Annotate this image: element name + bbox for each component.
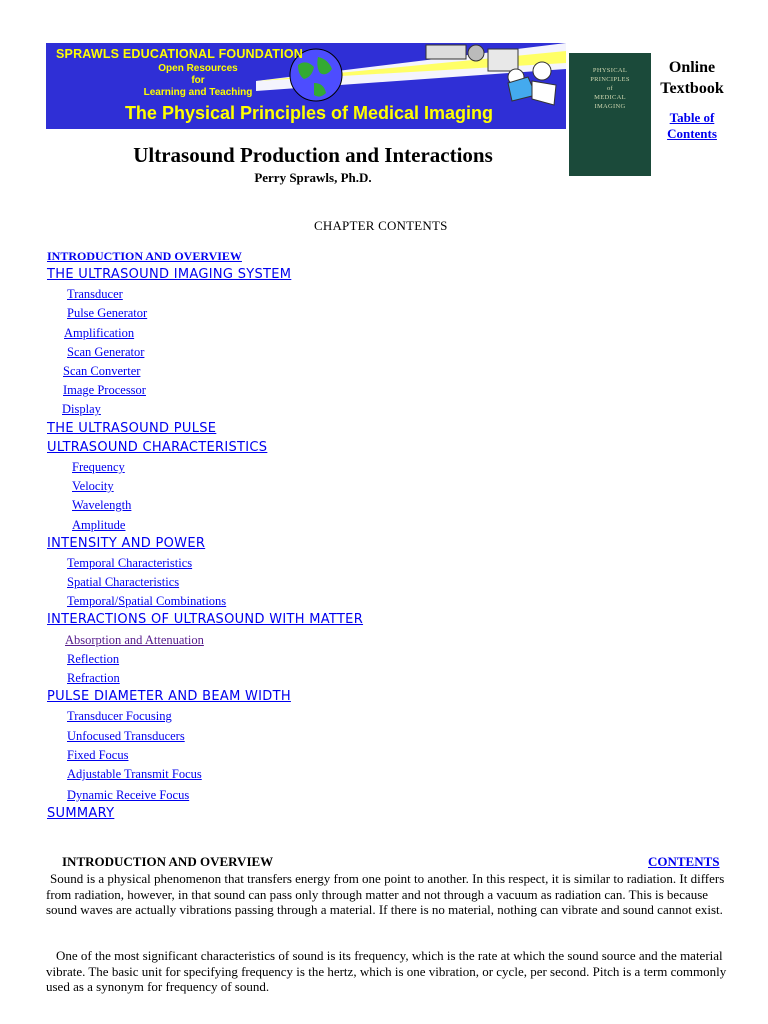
banner-subtitle-1: Open Resources xyxy=(158,63,238,74)
textbook-cover-image[interactable] xyxy=(569,53,651,176)
foundation-banner xyxy=(46,43,566,129)
banner-subtitle-3: Learning and Teaching xyxy=(143,87,253,98)
online-textbook-label xyxy=(652,57,732,99)
banner-subtitle-2: for xyxy=(191,75,205,86)
toc-link-display[interactable]: Display xyxy=(62,402,101,416)
toc-link-refraction[interactable]: Refraction xyxy=(67,671,120,685)
toc-link-introduction[interactable]: INTRODUCTION AND OVERVIEW xyxy=(47,249,242,263)
book-title-line: PHYSICAL xyxy=(592,67,628,74)
author-name: Perry Sprawls, Ph.D. xyxy=(254,170,372,185)
contents-link[interactable]: CONTENTS xyxy=(648,854,720,869)
intro-paragraph-2: One of the most significant characteristics of sound is its frequency, which is the rate at which the sound source and the material vibrate. The basic unit for specifying frequency is the hertz, which is one vibration, or cycle, per second. Pitch is a term commonly used as a synonym for frequency of sound. xyxy=(46,948,727,994)
toc-link-pulse-diameter[interactable]: PULSE DIAMETER AND BEAM WIDTH xyxy=(47,689,291,704)
toc-link-ultrasound-pulse[interactable]: THE ULTRASOUND PULSE xyxy=(47,421,217,436)
table-of-contents-link[interactable] xyxy=(652,110,732,142)
toc-link-line-1[interactable]: Table of xyxy=(669,110,715,125)
toc-link-scan-generator[interactable]: Scan Generator xyxy=(67,345,145,359)
toc-link-dynamic-receive-focus[interactable]: Dynamic Receive Focus xyxy=(67,788,190,802)
section-heading: INTRODUCTION AND OVERVIEW xyxy=(62,854,274,869)
toc-link-interactions[interactable]: INTERACTIONS OF ULTRASOUND WITH MATTER xyxy=(47,612,364,627)
toc-link-transducer-focusing[interactable]: Transducer Focusing xyxy=(67,709,172,723)
foundation-name: SPRAWLS EDUCATIONAL FOUNDATION xyxy=(56,47,303,61)
toc-link-amplitude[interactable]: Amplitude xyxy=(72,518,126,532)
book-title-line: IMAGING xyxy=(594,103,626,110)
toc-link-frequency[interactable]: Frequency xyxy=(72,460,125,474)
toc-link-image-processor[interactable]: Image Processor xyxy=(63,383,146,397)
toc-link-scan-converter[interactable]: Scan Converter xyxy=(63,364,141,378)
toc-link-absorption-attenuation[interactable]: Absorption and Attenuation xyxy=(65,633,204,647)
toc-link-transducer[interactable]: Transducer xyxy=(67,287,123,301)
page-title: Ultrasound Production and Interactions xyxy=(133,143,493,167)
chapter-contents-label: CHAPTER CONTENTS xyxy=(314,218,448,233)
toc-link-wavelength[interactable]: Wavelength xyxy=(72,498,132,512)
toc-link-spatial-characteristics[interactable]: Spatial Characteristics xyxy=(67,575,180,589)
toc-link-unfocused-transducers[interactable]: Unfocused Transducers xyxy=(67,729,185,743)
intro-paragraph-1: Sound is a physical phenomenon that transfers energy from one point to another. In this respect, it is similar to radiation. It differs from radiation, however, in that sound can pass only through matter and not through a vacuum as radiation can. This is because sound waves are actually vibrations passing through a material. If there is no material, nothing can vibrate and sound cannot exist. xyxy=(46,871,725,917)
banner-headline: The Physical Principles of Medical Imaging xyxy=(124,103,494,123)
toc-link-velocity[interactable]: Velocity xyxy=(72,479,114,493)
book-title-line: MEDICAL xyxy=(594,94,626,101)
toc-link-line-2[interactable]: Contents xyxy=(667,126,717,141)
toc-link-temporal-characteristics[interactable]: Temporal Characteristics xyxy=(67,556,193,570)
book-title-line: PRINCIPLES xyxy=(590,76,630,83)
toc-link-summary[interactable]: SUMMARY xyxy=(47,806,115,821)
toc-link-temporal-spatial-combinations[interactable]: Temporal/Spatial Combinations xyxy=(67,594,227,608)
book-title-line: of xyxy=(606,85,613,92)
toc-link-fixed-focus[interactable]: Fixed Focus xyxy=(67,748,129,762)
toc-link-ultrasound-characteristics[interactable]: ULTRASOUND CHARACTERISTICS xyxy=(47,440,268,455)
toc-link-adjustable-transmit-focus[interactable]: Adjustable Transmit Focus xyxy=(67,767,202,781)
textbook-label: Textbook xyxy=(660,80,724,97)
toc-link-intensity-power[interactable]: INTENSITY AND POWER xyxy=(47,536,206,551)
toc-link-reflection[interactable]: Reflection xyxy=(67,652,120,666)
toc-link-amplification[interactable]: Amplification xyxy=(64,326,135,340)
toc-link-imaging-system[interactable]: THE ULTRASOUND IMAGING SYSTEM xyxy=(47,267,292,282)
toc-link-pulse-generator[interactable]: Pulse Generator xyxy=(67,306,148,320)
online-label: Online xyxy=(668,59,716,76)
